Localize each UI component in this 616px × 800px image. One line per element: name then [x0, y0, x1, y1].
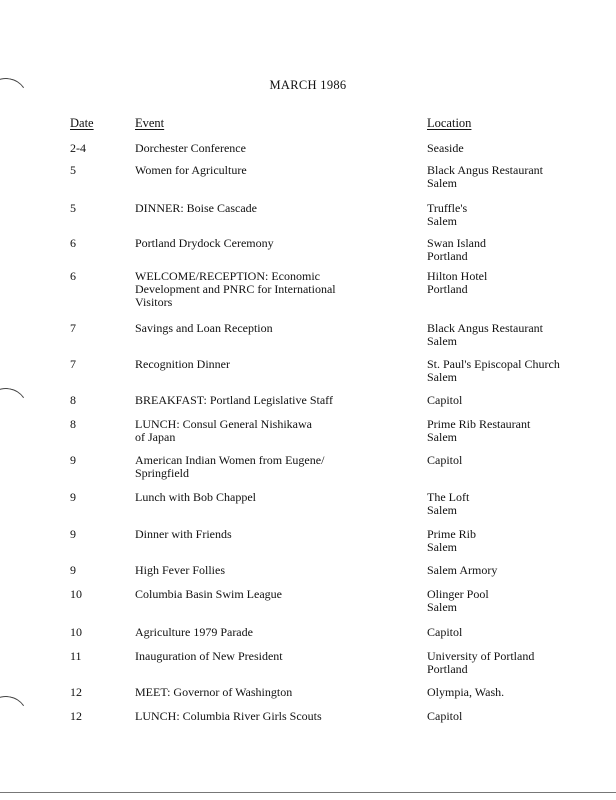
- row-location: Olympia, Wash.: [427, 685, 505, 699]
- column-header-date: Date: [70, 116, 94, 130]
- row-event: WELCOME/RECEPTION: Economic Development and PNRC for International Visitors: [135, 269, 336, 309]
- row-location: Salem Armory: [427, 563, 498, 577]
- row-event: Savings and Loan Reception: [135, 321, 273, 335]
- row-location: Hilton Hotel Portland: [427, 269, 488, 296]
- row-location: Black Angus Restaurant Salem: [427, 163, 543, 190]
- row-date: 10: [70, 625, 82, 639]
- row-event: DINNER: Boise Cascade: [135, 201, 257, 215]
- row-date: 7: [70, 321, 76, 335]
- row-location: Seaside: [427, 141, 464, 155]
- column-header-event: Event: [135, 116, 165, 130]
- row-date: 10: [70, 587, 82, 601]
- row-location: Olinger Pool Salem: [427, 587, 489, 614]
- row-event: LUNCH: Consul General Nishikawa of Japan: [135, 417, 312, 444]
- row-date: 6: [70, 269, 76, 283]
- row-date: 6: [70, 236, 76, 250]
- row-location: Capitol: [427, 625, 463, 639]
- row-location: Capitol: [427, 709, 463, 723]
- row-event: High Fever Follies: [135, 563, 225, 577]
- row-event: Agriculture 1979 Parade: [135, 625, 253, 639]
- row-event: Portland Drydock Ceremony: [135, 236, 274, 250]
- row-event: MEET: Governor of Washington: [135, 685, 293, 699]
- row-date: 8: [70, 393, 76, 407]
- row-date: 11: [70, 649, 82, 663]
- row-date: 2-4: [70, 141, 86, 155]
- row-date: 9: [70, 527, 76, 541]
- column-header-location: Location: [427, 116, 472, 130]
- row-date: 5: [70, 201, 76, 215]
- row-location: Prime Rib Salem: [427, 527, 477, 554]
- row-date: 12: [70, 685, 82, 699]
- row-event: Recognition Dinner: [135, 357, 230, 371]
- row-location: Swan Island Portland: [427, 236, 486, 263]
- row-event: Dorchester Conference: [135, 141, 246, 155]
- row-date: 9: [70, 563, 76, 577]
- row-location: St. Paul's Episcopal Church Salem: [427, 357, 560, 384]
- row-location: The Loft Salem: [427, 490, 470, 517]
- row-date: 8: [70, 417, 76, 431]
- row-event: BREAKFAST: Portland Legislative Staff: [135, 393, 333, 407]
- row-location: Prime Rib Restaurant Salem: [427, 417, 531, 444]
- row-event: Dinner with Friends: [135, 527, 232, 541]
- row-event: Lunch with Bob Chappel: [135, 490, 256, 504]
- row-date: 9: [70, 453, 76, 467]
- row-event: Inauguration of New President: [135, 649, 283, 663]
- row-event: Women for Agriculture: [135, 163, 247, 177]
- row-date: 9: [70, 490, 76, 504]
- row-event: LUNCH: Columbia River Girls Scouts: [135, 709, 322, 723]
- row-date: 7: [70, 357, 76, 371]
- row-location: Capitol: [427, 453, 463, 467]
- row-event: Columbia Basin Swim League: [135, 587, 282, 601]
- page-title: MARCH 1986: [269, 78, 347, 92]
- row-date: 12: [70, 709, 82, 723]
- row-date: 5: [70, 163, 76, 177]
- row-location: Truffle's Salem: [427, 201, 468, 228]
- row-event: American Indian Women from Eugene/ Springfield: [135, 453, 325, 480]
- row-location: University of Portland Portland: [427, 649, 535, 676]
- row-location: Capitol: [427, 393, 463, 407]
- row-location: Black Angus Restaurant Salem: [427, 321, 543, 348]
